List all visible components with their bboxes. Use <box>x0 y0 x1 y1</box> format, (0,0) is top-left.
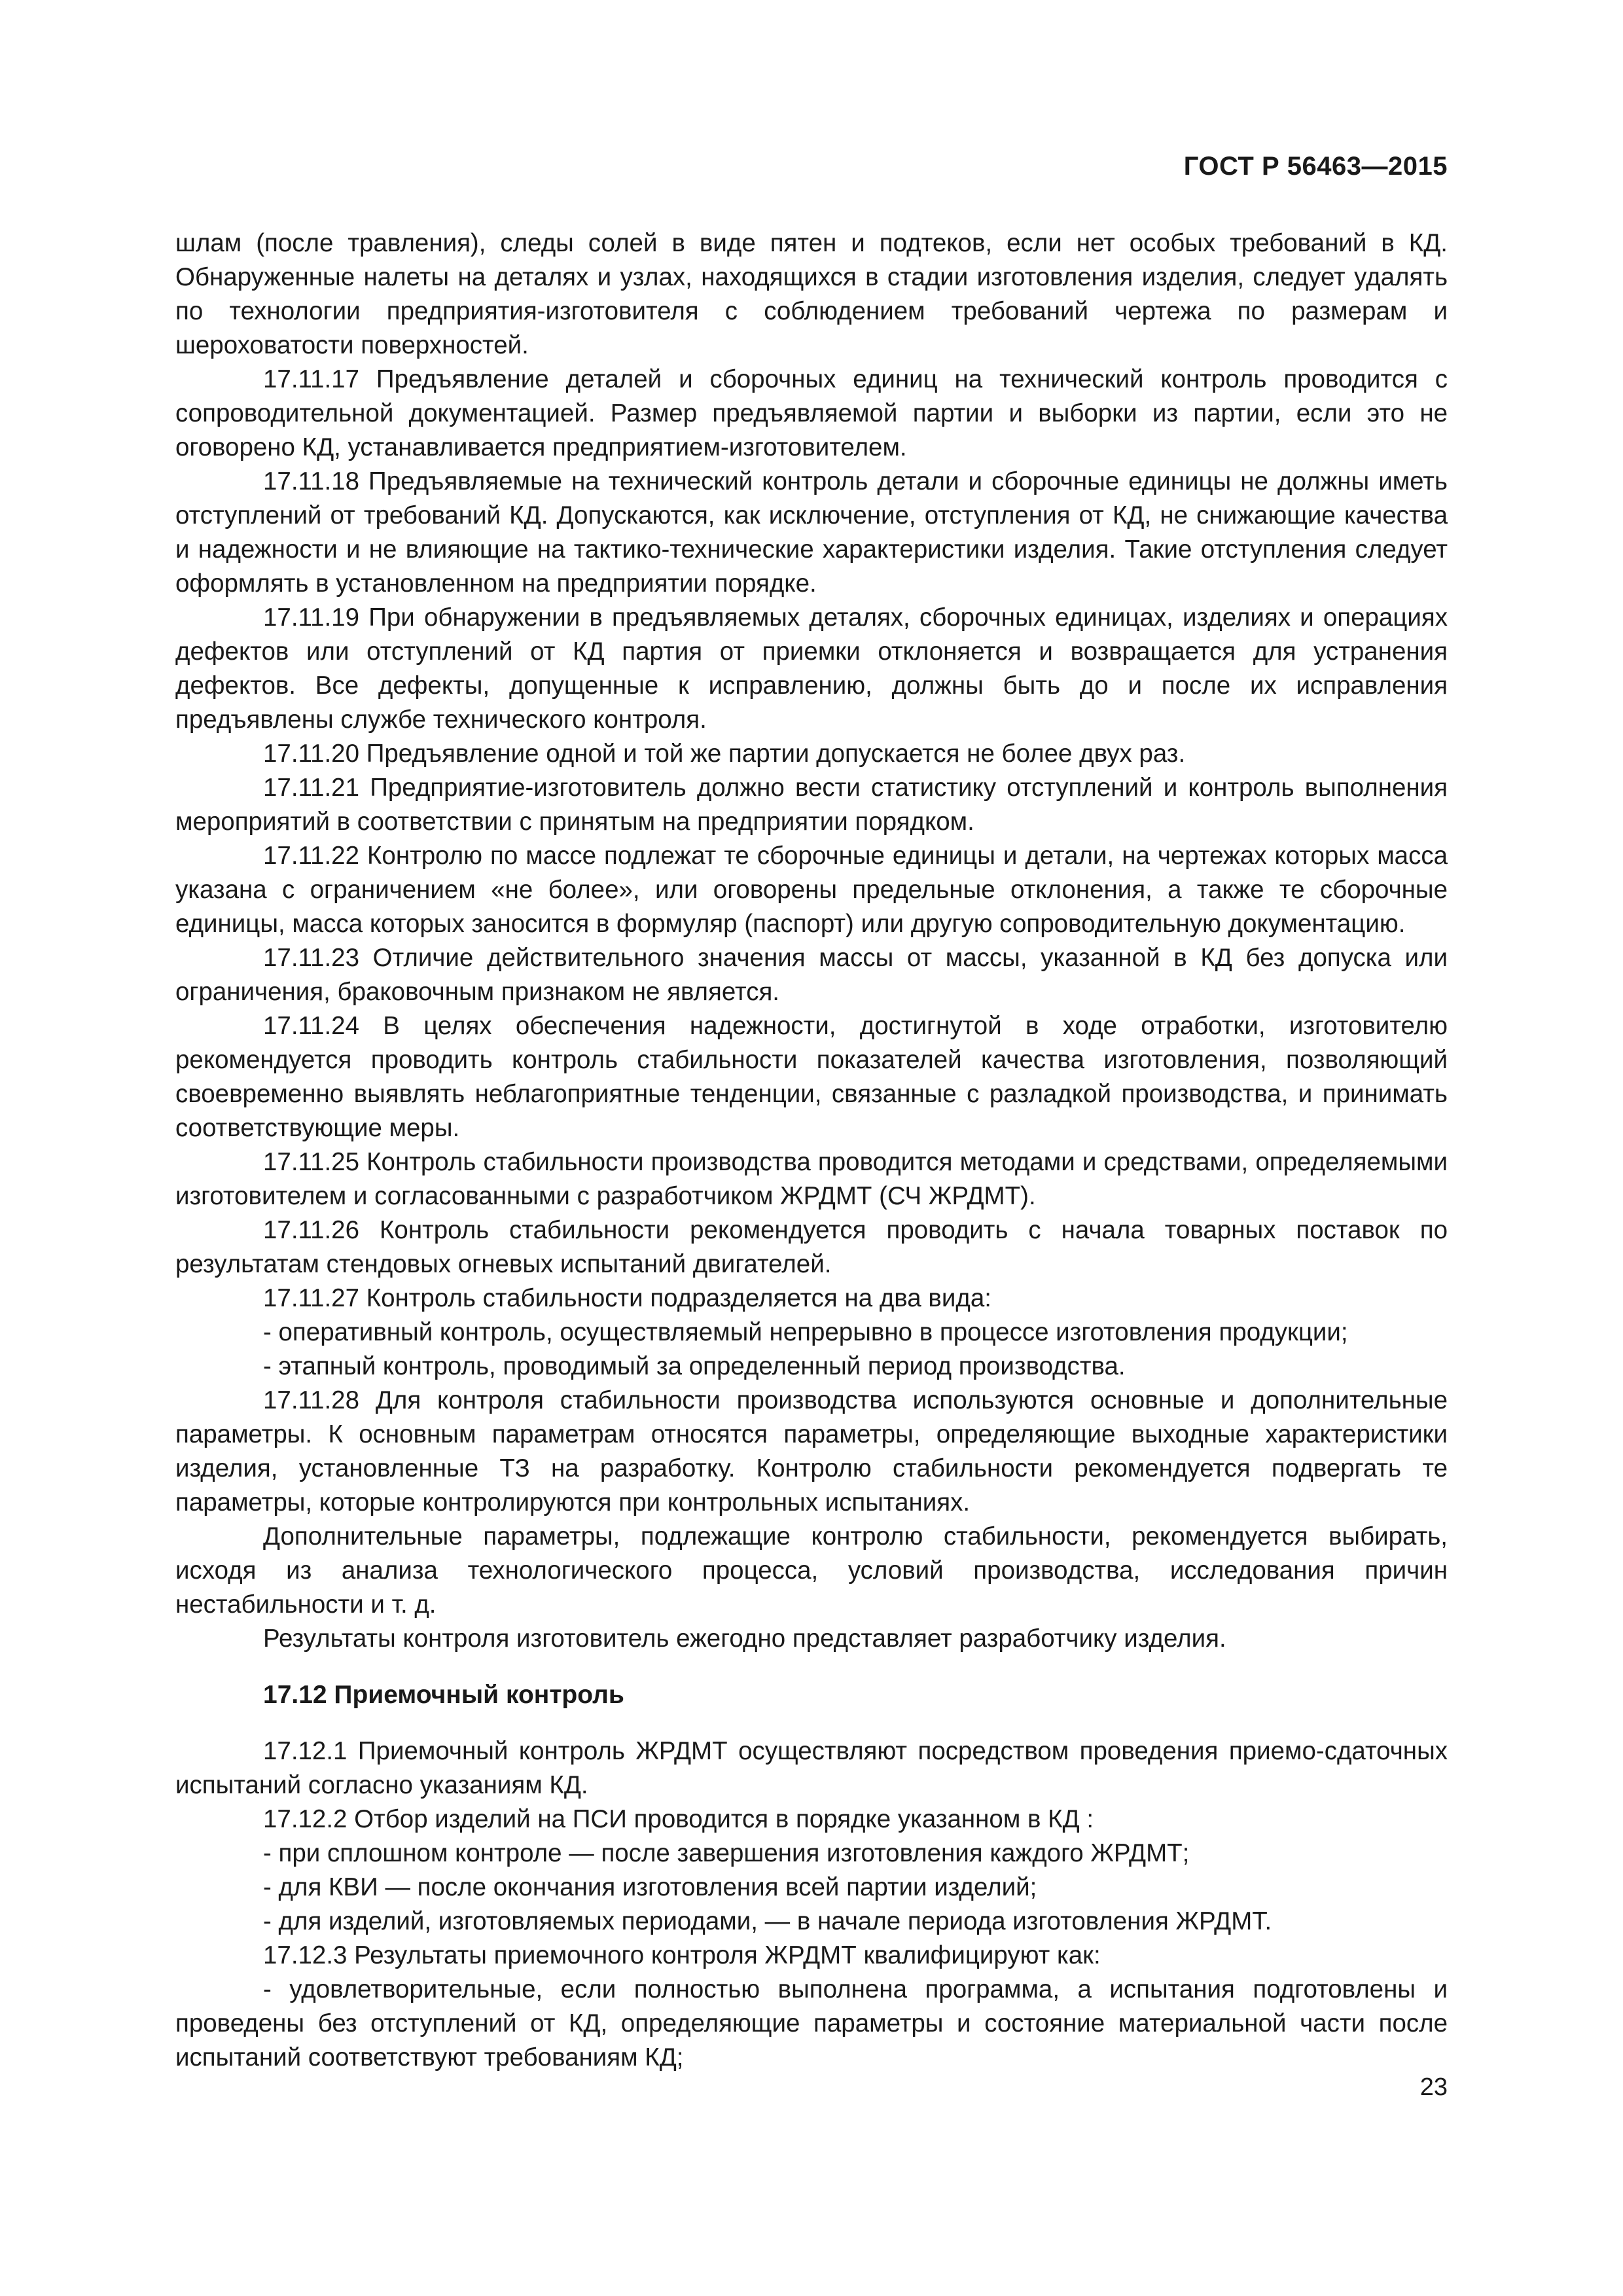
list-item: - для КВИ — после окончания изготовления всей партии изделий; <box>263 1873 1037 1901</box>
paragraph-17-11-23: 17.11.23 Отличие действительного значения массы от массы, указанной в КД без допуска или ограничения, браковочным признаком не является. <box>175 944 1448 1006</box>
list-item: - при сплошном контроле — после завершения изготовления каждого ЖРДМТ; <box>263 1839 1190 1867</box>
paragraph: шлам (после травления), следы солей в виде пятен и подтеков, если нет особых требований в КД. Обнаруженные налеты на деталях и узлах, находящихся в стадии изготовления изделия, следует удалять по технологии предприятия-изготовителя с соблюдением требований чертежа по размерам и шероховатости поверхностей. <box>175 229 1448 359</box>
paragraph-17-11-17: 17.11.17 Предъявление деталей и сборочных единиц на технический контроль проводится с сопроводительной документацией. Размер предъявляемой партии и выборки из партии, если это не оговорено КД, устанавливается предприятием-изготовителем. <box>175 365 1448 461</box>
paragraph-17-11-27: 17.11.27 Контроль стабильности подразделяется на два вида: <box>263 1284 991 1312</box>
page-number: 23 <box>1419 2073 1448 2101</box>
paragraph: Дополнительные параметры, подлежащие контролю стабильности, рекомендуется выбирать, исходя из анализа технологического процесса, условий производства, исследования причин нестабильности и т. д. <box>175 1522 1448 1619</box>
paragraph-17-12-1: 17.12.1 Приемочный контроль ЖРДМТ осуществляют посредством проведения приемо-сдаточных испытаний согласно указаниям КД. <box>175 1737 1448 1799</box>
document-code: ГОСТ Р 56463—2015 <box>1183 152 1448 181</box>
paragraph-17-11-19: 17.11.19 При обнаружении в предъявляемых деталях, сборочных единицах, изделиях и операциях дефектов или отступлений от КД партия от приемки отклоняется и возвращается для устранения дефектов. Все дефекты, допущенные к исправлению, должны быть до и после их исправления предъявлены службе технического контроля. <box>175 603 1448 734</box>
paragraph-17-11-21: 17.11.21 Предприятие-изготовитель должно вести статистику отступлений и контроль выполнения мероприятий в соответствии с принятым на предприятии порядком. <box>175 774 1448 836</box>
paragraph-17-11-18: 17.11.18 Предъявляемые на технический контроль детали и сборочные единицы не должны иметь отступлений от требований КД. Допускаются, как исключение, отступления от КД, не снижающие качества и надежности и не влияющие на тактико-технические характеристики изделия. Такие отступления следует оформлять в установленном на предприятии порядке. <box>175 467 1448 598</box>
paragraph-17-11-25: 17.11.25 Контроль стабильности производства проводится методами и средствами, определяемыми изготовителем и согласованными с разработчиком ЖРДМТ (СЧ ЖРДМТ). <box>175 1148 1448 1210</box>
list-item: - удовлетворительные, если полностью выполнена программа, а испытания подготовлены и проведены без отступлений от КД, определяющие параметры и состояние материальной части после испытаний соответствуют требованиям КД; <box>175 1975 1448 2072</box>
paragraph-17-12-2: 17.12.2 Отбор изделий на ПСИ проводится в порядке указанном в КД : <box>263 1805 1094 1833</box>
paragraph-17-11-24: 17.11.24 В целях обеспечения надежности, достигнутой в ходе отработки, изготовителю рекомендуется проводить контроль стабильности показателей качества изготовления, позволяющий своевременно выявлять неблагоприятные тенденции, связанные с разладкой производства, и принимать соответствующие меры. <box>175 1012 1448 1142</box>
list-item: - для изделий, изготовляемых периодами, — в начале периода изготовления ЖРДМТ. <box>263 1907 1272 1935</box>
paragraph-17-11-28: 17.11.28 Для контроля стабильности производства используются основные и дополнительные параметры. К основным параметрам относятся параметры, определяющие выходные характеристики изделия, установленные ТЗ на разработку. Контролю стабильности рекомендуется подвергать те параметры, которые контролируются при контрольных испытаниях. <box>175 1386 1448 1516</box>
list-item: - оперативный контроль, осуществляемый непрерывно в процессе изготовления продукции; <box>263 1318 1348 1346</box>
list-item: - этапный контроль, проводимый за определенный период производства. <box>263 1352 1126 1380</box>
section-heading: 17.12 Приемочный контроль <box>263 1681 624 1709</box>
paragraph-17-12-3: 17.12.3 Результаты приемочного контроля ЖРДМТ квалифицируют как: <box>263 1941 1101 1969</box>
paragraph-17-11-22: 17.11.22 Контролю по массе подлежат те сборочные единицы и детали, на чертежах которых масса указана с ограничением «не более», или оговорены предельные отклонения, а также те сборочные единицы, масса которых заносится в формуляр (паспорт) или другую сопроводительную документацию. <box>175 842 1448 938</box>
paragraph: Результаты контроля изготовитель ежегодно представляет разработчику изделия. <box>263 1624 1226 1653</box>
paragraph-17-11-20: 17.11.20 Предъявление одной и той же партии допускается не более двух раз. <box>263 740 1186 768</box>
page-content <box>175 226 1448 2075</box>
paragraph-17-11-26: 17.11.26 Контроль стабильности рекомендуется проводить с начала товарных поставок по результатам стендовых огневых испытаний двигателей. <box>175 1216 1448 1278</box>
